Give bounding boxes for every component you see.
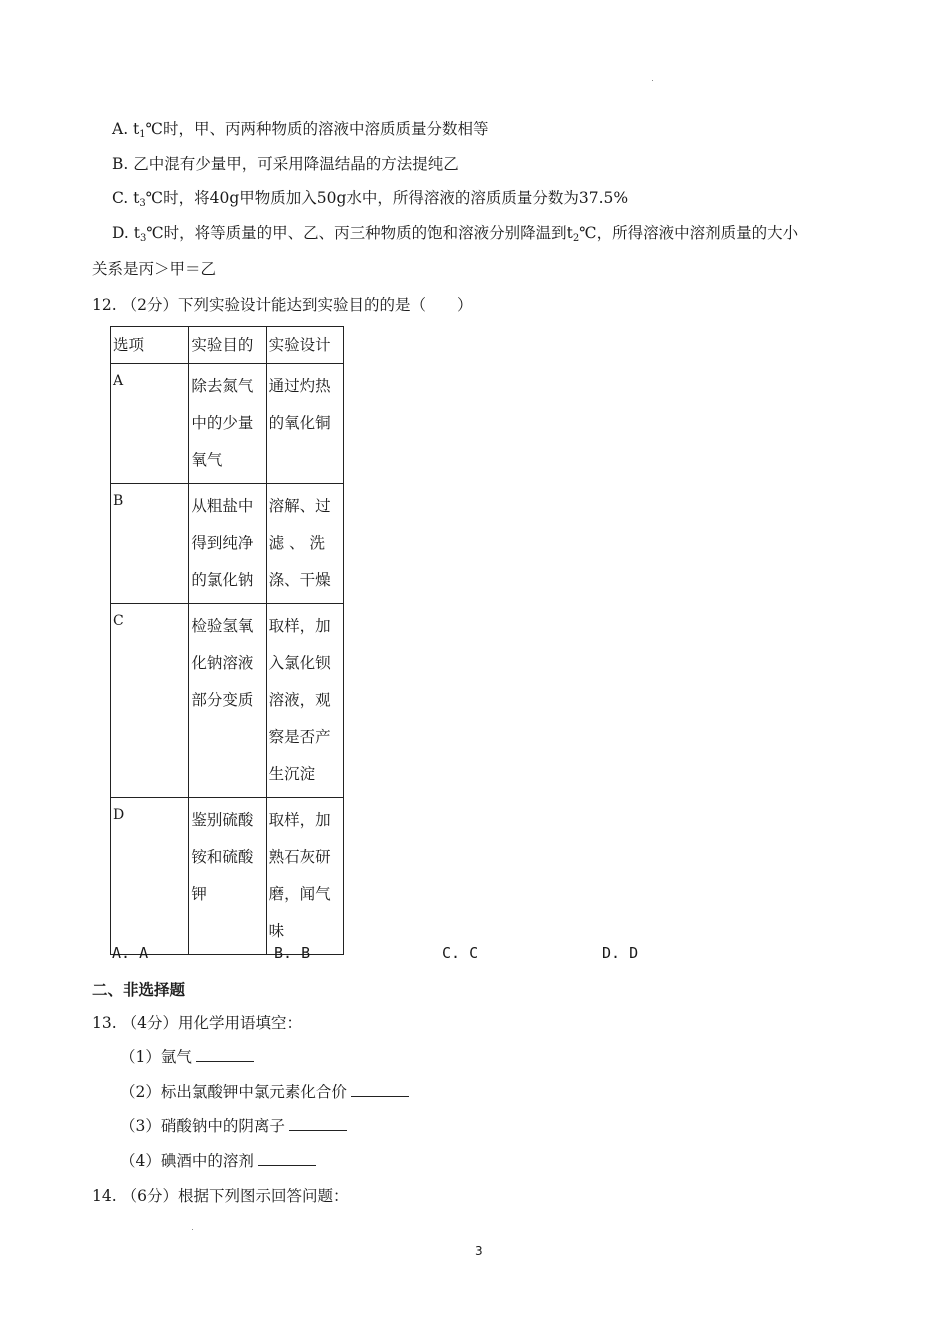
section-heading: 二、非选择题: [92, 981, 186, 999]
q13-stem: 13. （4分）用化学用语填空：: [92, 1014, 302, 1032]
row-option: C: [111, 604, 189, 798]
answer-blank[interactable]: [289, 1116, 347, 1131]
q12-choice-b: B. B: [274, 944, 311, 962]
table-header-row: [111, 327, 344, 364]
row-design: 溶解、过 滤 、 洗 涤、干燥: [266, 484, 343, 604]
row-option: A: [111, 364, 189, 484]
q11-option-c: C. $t_3℃$时，将40g甲物质加入50g水中，所得溶液的溶质质量分数为37.5%: [112, 189, 629, 209]
header-design: 实验设计: [266, 327, 343, 364]
row-design: 取样，加 入氯化钡 溶液，观 察是否产 生沉淀: [266, 604, 343, 798]
row-design: 通过灼热 的氧化铜: [266, 364, 343, 484]
q12-stem: 12. （2分）下列实验设计能达到实验目的的是（ ）: [92, 296, 473, 314]
row-goal: 检验氢氧 化钠溶液 部分变质: [189, 604, 266, 798]
scan-dot: [652, 80, 653, 81]
q13-item-2: （2）标出氯酸钾中氯元素化合价: [120, 1081, 409, 1103]
row-design: 取样，加 熟石灰研 磨，闻气 味: [266, 798, 343, 955]
q12-choice-a: A. A: [112, 944, 149, 962]
q13-item-3: （3）硝酸钠中的阴离子: [120, 1115, 347, 1137]
scan-dot: [192, 1229, 193, 1230]
q14-stem: 14. （6分）根据下列图示回答问题：: [92, 1187, 349, 1205]
row-option: D: [111, 798, 189, 955]
q11-option-d: D. $t_3℃$时，将等质量的甲、乙、丙三种物质的饱和溶液分别降温到$t_2℃$，所得溶液中溶剂质量的大小: [112, 224, 799, 244]
table-row: [111, 364, 344, 484]
experiment-table: [110, 326, 344, 955]
q12-choice-d: D. D: [602, 944, 639, 962]
q13-item-1: （1）氩气: [120, 1046, 254, 1068]
answer-blank[interactable]: [258, 1151, 316, 1166]
header-option: 选项: [111, 327, 189, 364]
page-number: 3: [475, 1244, 483, 1258]
table-row: [111, 484, 344, 604]
q11-option-b: B. 乙中混有少量甲，可采用降温结晶的方法提纯乙: [112, 155, 459, 173]
table-row: [111, 798, 344, 955]
table-row: [111, 604, 344, 798]
row-goal: 除去氮气 中的少量 氧气: [189, 364, 266, 484]
answer-blank[interactable]: [351, 1082, 409, 1097]
header-goal: 实验目的: [189, 327, 266, 364]
q11-option-a: A. $t_1℃$时，甲、丙两种物质的溶液中溶质质量分数相等: [112, 120, 489, 140]
q11-option-d-continued: 关系是丙＞甲＝乙: [92, 260, 217, 278]
answer-blank[interactable]: [196, 1047, 254, 1062]
row-goal: 鉴别硫酸 铵和硫酸 钾: [189, 798, 266, 955]
row-option: B: [111, 484, 189, 604]
q13-item-4: （4）碘酒中的溶剂: [120, 1150, 316, 1172]
q12-choice-c: C. C: [442, 944, 479, 962]
row-goal: 从粗盐中 得到纯净 的氯化钠: [189, 484, 266, 604]
